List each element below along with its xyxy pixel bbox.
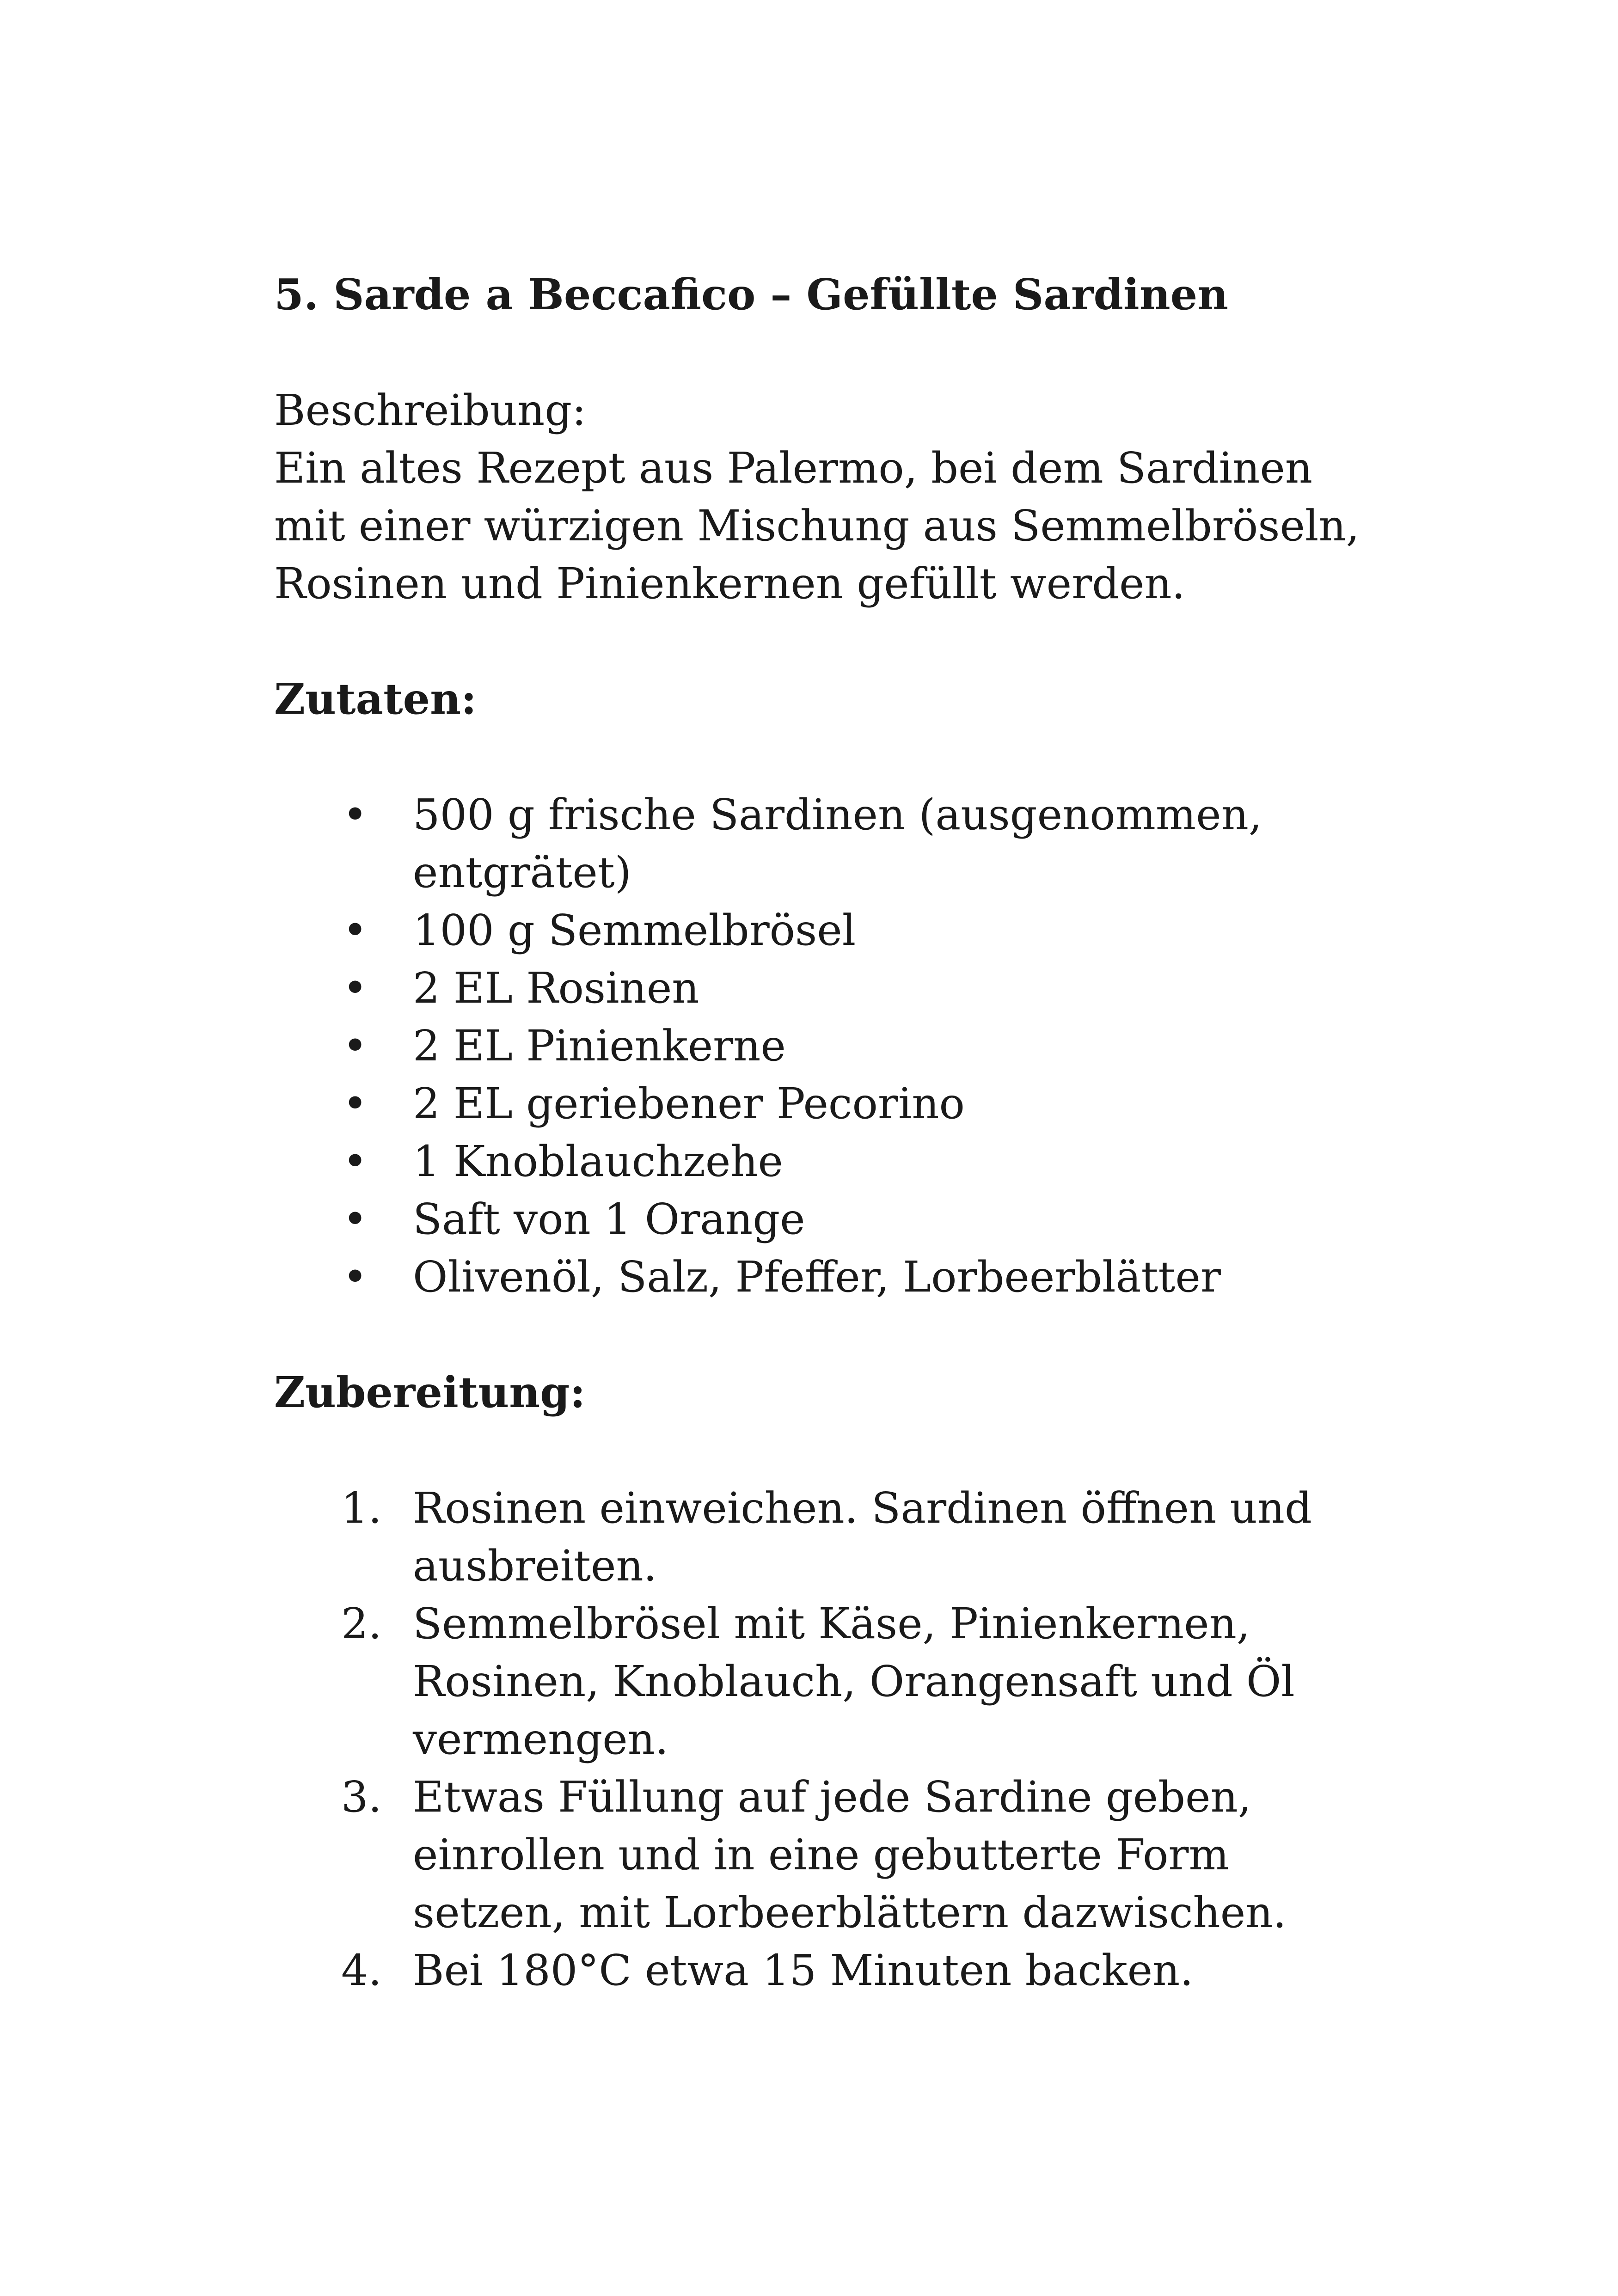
bullet-icon: • [343,790,368,839]
step-number: 3. [341,1772,382,1822]
ingredient-item [274,959,1384,1017]
ingredient-text: 1 Knoblauchzehe [413,1137,783,1186]
description-label: Beschreibung: [274,386,587,435]
step-text: Semmelbrösel mit Käse, Pinienkernen, Rosinen, Knoblauch, Orangensaft und Öl vermengen. [413,1599,1295,1764]
ingredient-text: 500 g frische Sardinen (ausgenommen, entgrätet) [413,790,1263,897]
step-item [274,1941,1384,1999]
bullet-icon: • [343,906,368,955]
ingredient-item [274,1075,1384,1133]
bullet-icon: • [343,1194,368,1244]
ingredients-list [274,786,1384,1306]
step-number: 2. [341,1599,382,1648]
ingredient-text: 2 EL Rosinen [413,963,699,1013]
ingredient-text: 2 EL geriebener Pecorino [413,1079,965,1128]
ingredient-item [274,786,1384,901]
recipe-title: 5. Sarde a Beccafico – Gefüllte Sardinen [274,269,1229,319]
bullet-icon: • [343,963,368,1013]
step-text: Bei 180°C etwa 15 Minuten backen. [413,1946,1194,1995]
description-block [274,381,1384,612]
bullet-icon: • [343,1021,368,1071]
step-item [274,1768,1384,1941]
ingredient-item [274,1190,1384,1248]
ingredient-item [274,1017,1384,1075]
step-item [274,1479,1384,1595]
step-item [274,1595,1384,1768]
preparation-steps [274,1479,1384,1999]
step-number: 1. [341,1483,382,1533]
step-text: Etwas Füllung auf jede Sardine geben, einrollen und in eine gebutterte Form setzen, mit Lorbeerblättern dazwischen. [413,1772,1287,1937]
preparation-heading: Zubereitung: [274,1367,586,1417]
bullet-icon: • [343,1079,368,1128]
ingredients-heading: Zutaten: [274,674,477,724]
ingredient-item [274,901,1384,959]
bullet-icon: • [343,1252,368,1302]
ingredient-text: Saft von 1 Orange [413,1194,805,1244]
ingredient-text: 2 EL Pinienkerne [413,1021,786,1071]
description-text: Ein altes Rezept aus Palermo, bei dem Sardinen mit einer würzigen Mischung aus Semmelbröseln, Rosinen und Pinienkernen gefüllt werden. [274,443,1360,608]
step-number: 4. [341,1946,382,1995]
ingredient-text: 100 g Semmelbrösel [413,906,856,955]
ingredient-text: Olivenöl, Salz, Pfeffer, Lorbeerblätter [413,1252,1221,1302]
step-text: Rosinen einweichen. Sardinen öffnen und ausbreiten. [413,1483,1312,1591]
ingredient-item [274,1133,1384,1190]
bullet-icon: • [343,1137,368,1186]
ingredient-item [274,1248,1384,1306]
recipe-content [274,266,1384,1999]
